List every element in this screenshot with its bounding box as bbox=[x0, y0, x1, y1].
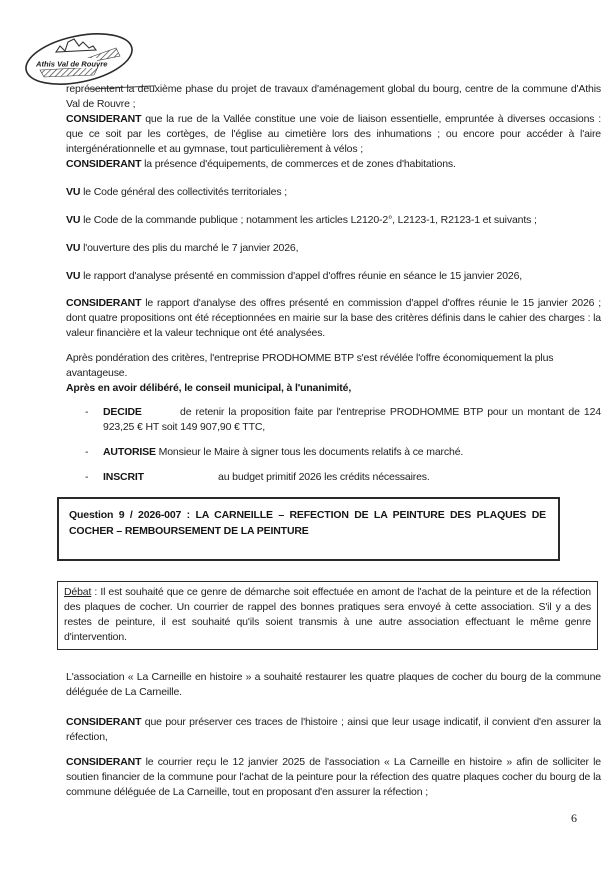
intro-continuation-text: représentent la deuxième phase du projet de travaux d'aménagement global du bourg, centre de la commune d'Athis Val de Rouvre ; bbox=[66, 83, 601, 110]
decision-text: au budget primitif 2026 les crédits nécessaires. bbox=[218, 471, 430, 483]
paragraph-association bbox=[66, 670, 601, 700]
ponderation-text: Après pondération des critères, l'entreprise PRODHOMME BTP s'est révélée l'offre économiquement la plus avantageuse. bbox=[66, 352, 554, 379]
list-dash: - bbox=[85, 406, 89, 418]
list-dash: - bbox=[85, 446, 89, 458]
paragraph-vu-commande-publique bbox=[66, 213, 601, 228]
considerant-lead: CONSIDERANT bbox=[66, 113, 142, 125]
vu-text: l'ouverture des plis du marché le 7 janvier 2026, bbox=[80, 242, 299, 254]
considerant-lead: CONSIDERANT bbox=[66, 158, 142, 170]
paragraph-considerant-histoire bbox=[66, 715, 601, 745]
debat-box bbox=[57, 581, 598, 650]
considerant-text: la présence d'équipements, de commerces et de zones d'habitations. bbox=[141, 158, 456, 170]
decision-lead: DECIDE bbox=[103, 406, 142, 418]
vu-text: le Code général des collectivités territoriales ; bbox=[80, 186, 287, 198]
vu-lead: VU bbox=[66, 186, 81, 198]
paragraph-considerant-courrier bbox=[66, 755, 601, 800]
vu-lead: VU bbox=[66, 270, 81, 282]
vu-lead: VU bbox=[66, 214, 81, 226]
considerant-text: que pour préserver ces traces de l'histoire ; ainsi que leur usage indicatif, il convient d'en assurer la réfection, bbox=[66, 716, 601, 743]
logo-hill-bottom bbox=[40, 67, 98, 77]
considerant-text: le courrier reçu le 12 janvier 2025 de l'association « La Carneille en histoire » afin de solliciter le soutien financier de la commune pour l'achat de la peinture pour la réfection des quatre plaques cocher du bourg de la commune déléguée de La Carneille, tout en proposant d'en assurer la réfection ; bbox=[66, 756, 601, 798]
vu-text: le Code de la commande publique ; notamment les articles L2120-2°, L2123-1, R2123-1 et suivants ; bbox=[80, 214, 537, 226]
list-dash: - bbox=[85, 471, 89, 483]
debat-text: : Il est souhaité que ce genre de démarche soit effectuée en amont de l'achat de la peinture et de la réfection des plaques de cocher. Un courrier de rappel des bonnes pratiques sera envoyé à cette association. S'il y a des restes de peinture, il est souhaité qu'ils soient transmis à une autre association effectuant le même genre d'intervention. bbox=[64, 586, 591, 643]
decision-text: Monsieur le Maire à signer tous les documents relatifs à ce marché. bbox=[155, 446, 464, 458]
vu-text: le rapport d'analyse présenté en commission d'appel d'offres réunie en séance le 15 janvier 2026, bbox=[80, 270, 523, 282]
considerant-text: que la rue de la Vallée constitue une voie de liaison essentielle, empruntée à diverses occasions : que ce soit par les cortèges, de l'église au cimetière lors des inhumations ; ou encore pour accéder à l'aire intergénérationnelle et au gymnase, tout particulièrement à vélos ; bbox=[66, 113, 601, 155]
decision-item-decide bbox=[66, 405, 601, 435]
document-body bbox=[66, 82, 601, 800]
decision-item-inscrit bbox=[66, 470, 601, 485]
question-heading-text: Question 9 / 2026-007 : LA CARNEILLE – REFECTION DE LA PEINTURE DES PLAQUES DE COCHER – REMBOURSEMENT DE LA PEINTURE bbox=[69, 509, 546, 537]
question-heading-box bbox=[57, 497, 560, 561]
considerant-lead: CONSIDERANT bbox=[66, 756, 142, 768]
decision-lead: INSCRIT bbox=[103, 471, 144, 483]
paragraph-vu-ouverture-plis bbox=[66, 241, 601, 256]
association-text: L'association « La Carneille en histoire » a souhaité restaurer les quatre plaques de cocher du bourg de la commune déléguée de La Carneille. bbox=[66, 671, 601, 698]
decision-lead: AUTORISE bbox=[103, 446, 156, 458]
paragraph-ponderation bbox=[66, 351, 601, 381]
decision-list bbox=[66, 405, 601, 485]
paragraph-considerant-equipements bbox=[66, 157, 601, 172]
page-number: 6 bbox=[571, 811, 577, 825]
considerant-lead: CONSIDERANT bbox=[66, 297, 142, 309]
deliberation-text: Après en avoir délibéré, le conseil municipal, à l'unanimité, bbox=[66, 382, 352, 394]
decision-text: de retenir la proposition faite par l'entreprise PRODHOMME BTP pour un montant de 124 923,25 € HT soit 149 907,90 € TTC, bbox=[103, 406, 601, 433]
paragraph-deliberation bbox=[66, 381, 601, 396]
debat-label: Débat bbox=[64, 586, 92, 598]
considerant-lead: CONSIDERANT bbox=[66, 716, 142, 728]
paragraph-vu-rapport-analyse bbox=[66, 269, 601, 284]
logo-village-skyline bbox=[56, 39, 96, 52]
paragraph-intro-continuation bbox=[66, 82, 601, 112]
vu-lead: VU bbox=[66, 242, 81, 254]
paragraph-considerant-rue bbox=[66, 112, 601, 157]
paragraph-vu-cgct bbox=[66, 185, 601, 200]
paragraph-considerant-rapport bbox=[66, 296, 601, 341]
considerant-text: le rapport d'analyse des offres présenté en commission d'appel d'offres réunie le 15 janvier 2026 ; dont quatre propositions ont été réceptionnées en mairie sur la base des critères définis dans le cahier des charges : la valeur financière et la valeur technique ont été analysées. bbox=[66, 297, 601, 339]
logo-text: Athis Val de Rouvre bbox=[36, 59, 108, 69]
decision-item-autorise bbox=[66, 445, 601, 460]
